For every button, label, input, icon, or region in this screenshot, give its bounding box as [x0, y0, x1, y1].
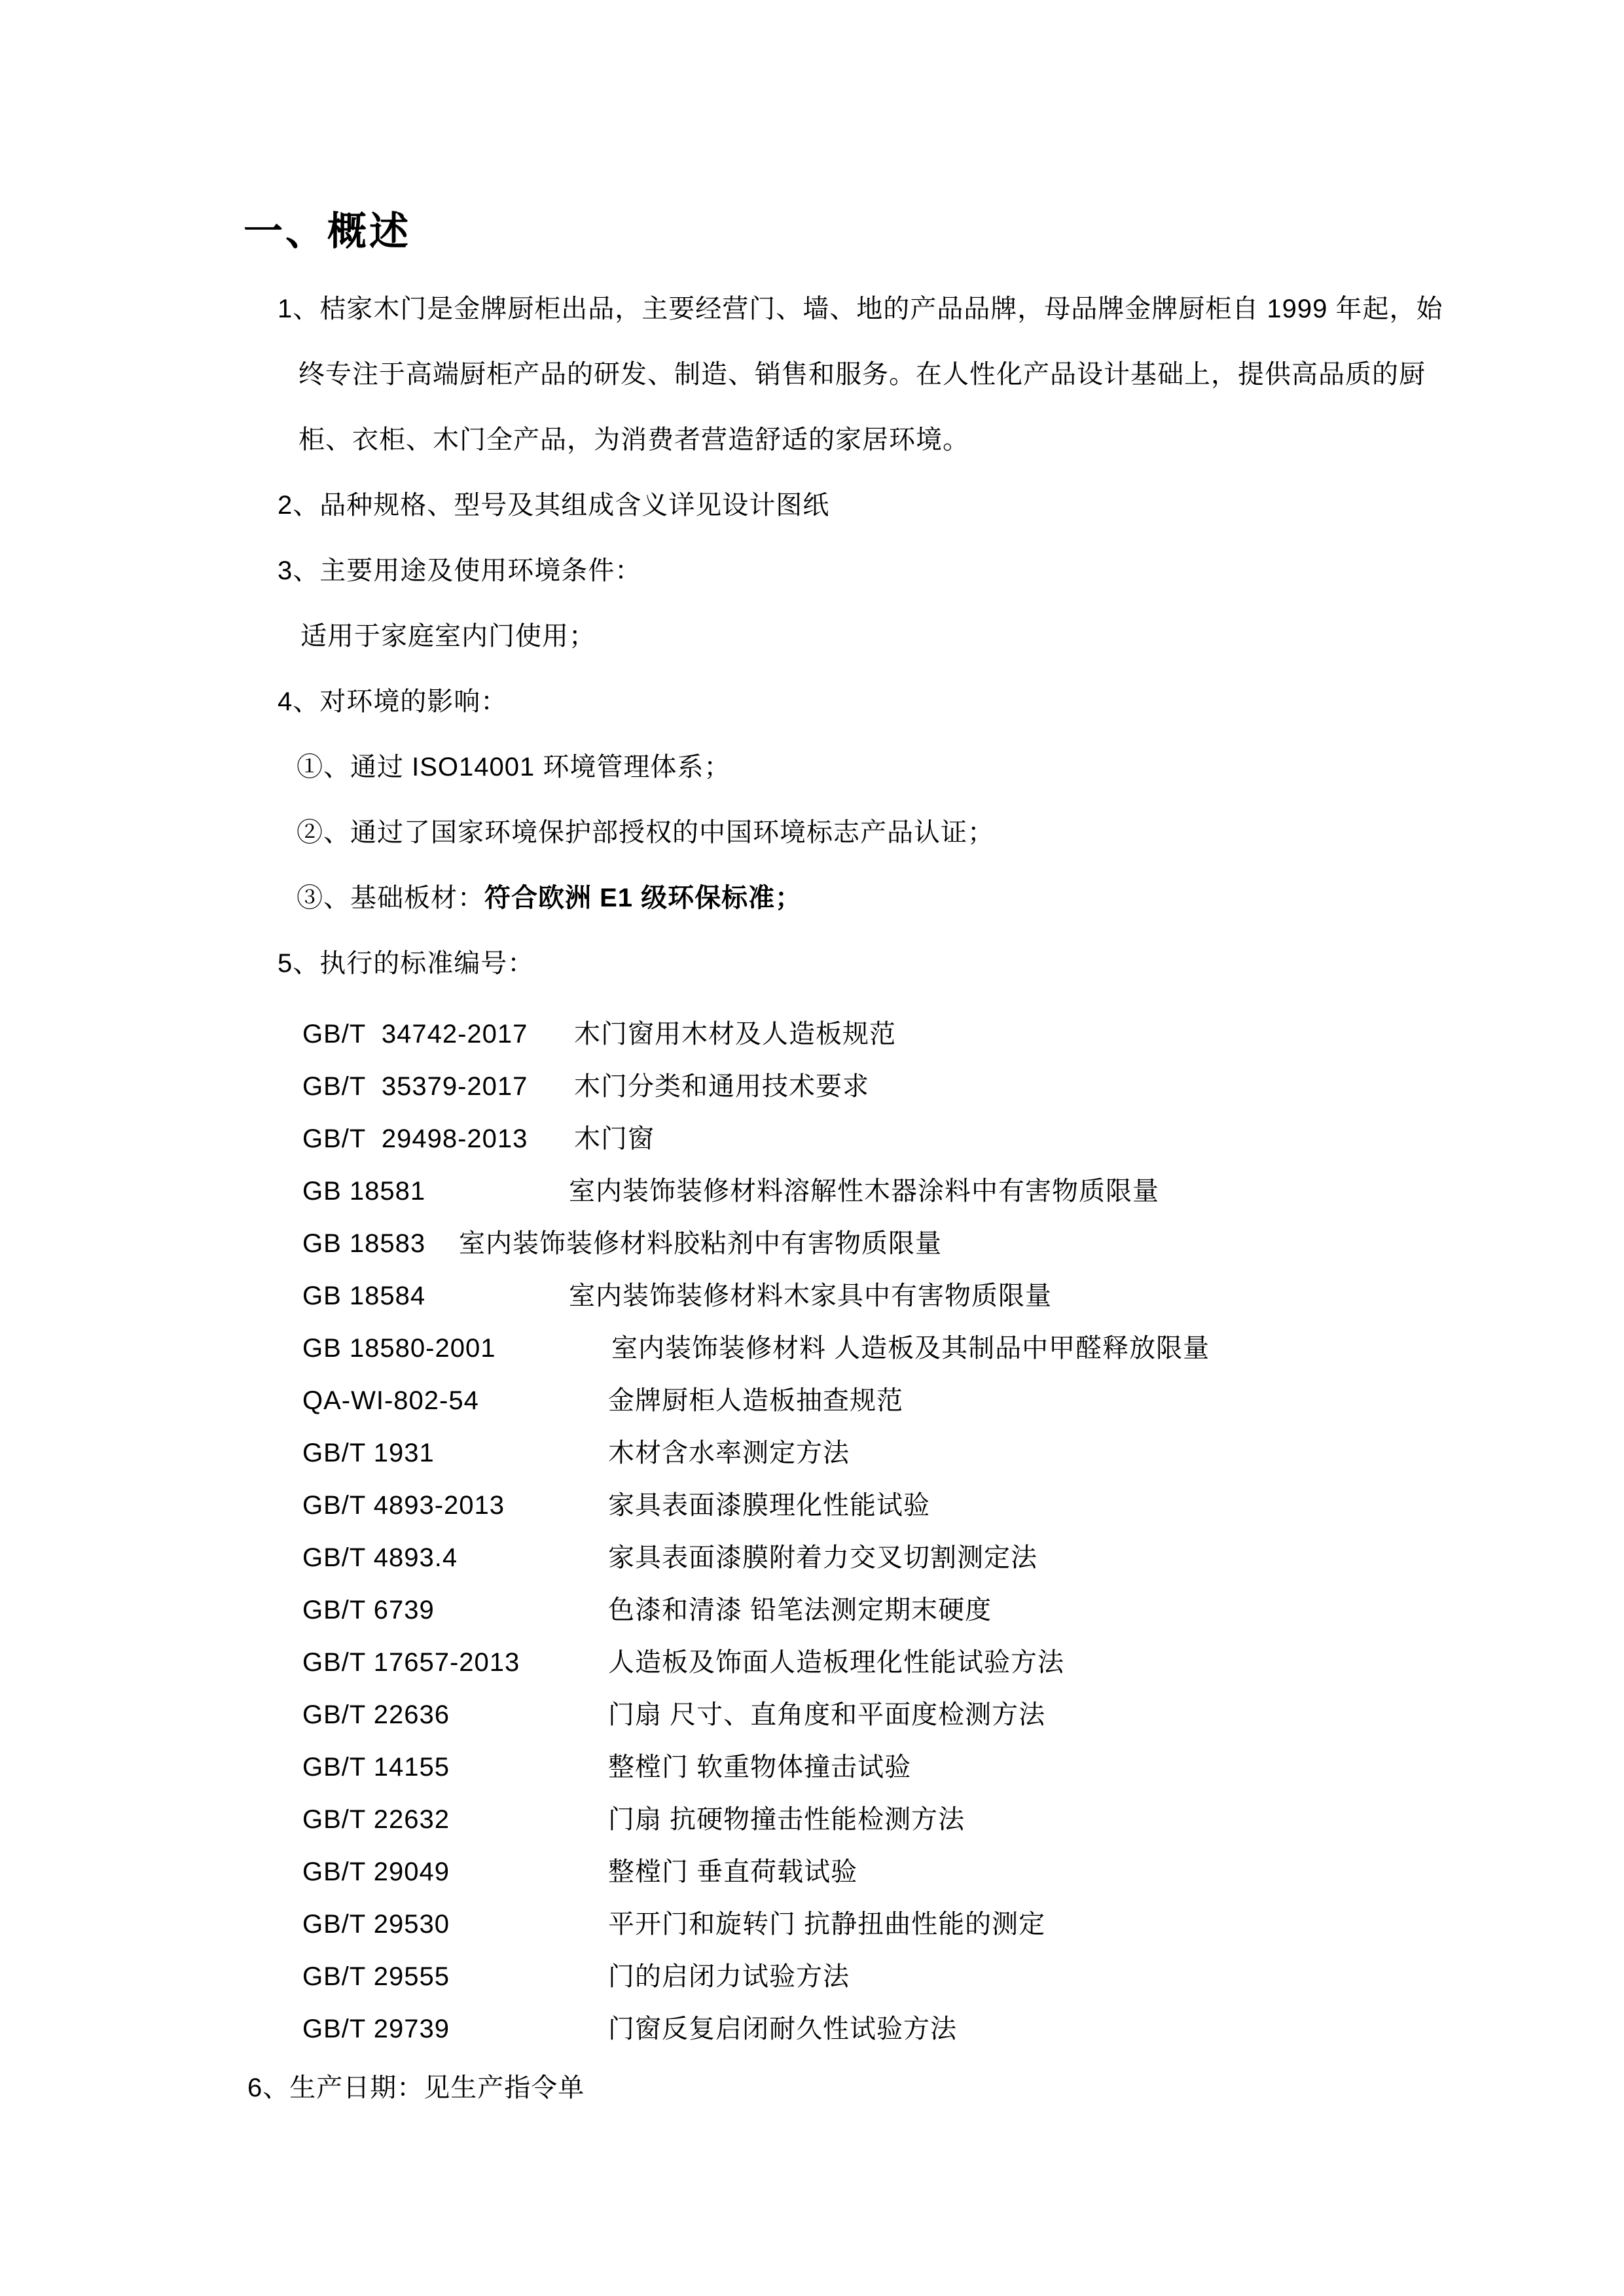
standard-code: GB/T 4893-2013	[302, 1491, 505, 1520]
standard-row	[0, 1479, 1624, 1532]
standard-name: 室内装饰装修材料 人造板及其制品中甲醛释放限量	[611, 1334, 1210, 1363]
standard-name: 木门窗	[574, 1124, 655, 1153]
standard-name: 室内装饰装修材料木家具中有害物质限量	[569, 1282, 1052, 1310]
standard-code: GB/T 22636	[302, 1700, 450, 1729]
standard-name: 整樘门 垂直荷载试验	[608, 1857, 858, 1886]
standard-row	[0, 1374, 1624, 1427]
standard-name: 门窗反复启闭耐久性试验方法	[608, 2015, 957, 2043]
standard-row	[0, 2003, 1624, 2055]
standard-name: 木门分类和通用技术要求	[574, 1072, 869, 1101]
standard-row	[0, 1689, 1624, 1741]
standard-code: GB 18580-2001	[302, 1334, 496, 1363]
item-3: 3、主要用途及使用环境条件：	[278, 556, 642, 585]
standard-code: GB/T 22632	[302, 1805, 450, 1834]
standard-code: GB 18584	[302, 1282, 426, 1310]
standard-code: GB/T 6739	[302, 1596, 435, 1624]
item-3-detail: 适用于家庭室内门使用；	[300, 622, 596, 651]
item-4: 4、对环境的影响：	[278, 687, 508, 716]
standard-row	[0, 1427, 1624, 1479]
standard-name: 平开门和旋转门 抗静扭曲性能的测定	[608, 1910, 1046, 1939]
standard-name: 室内装饰装修材料溶解性木器涂料中有害物质限量	[569, 1177, 1159, 1206]
item-4-sub-1: ①、通过 ISO14001 环境管理体系；	[297, 753, 731, 781]
standard-code: GB/T 35379-2017	[302, 1072, 528, 1101]
standard-code: GB/T 17657-2013	[302, 1648, 520, 1677]
standard-code: GB/T 29739	[302, 2015, 450, 2043]
standard-row	[0, 1532, 1624, 1584]
standard-code: GB/T 4893.4	[302, 1543, 458, 1572]
standard-code: GB 18583	[302, 1229, 426, 1258]
standard-row	[0, 1584, 1624, 1636]
item-2: 2、品种规格、型号及其组成含义详见设计图纸	[278, 491, 830, 520]
item-1-line-1: 1、桔家木门是金牌厨柜出品，主要经营门、墙、地的产品品牌，母品牌金牌厨柜自 1999 年起，始	[278, 295, 1443, 323]
standard-name: 人造板及饰面人造板理化性能试验方法	[608, 1648, 1064, 1677]
standard-name: 家具表面漆膜附着力交叉切割测定法	[608, 1543, 1038, 1572]
standard-row	[0, 1217, 1624, 1270]
standard-row	[0, 1846, 1624, 1898]
standards-list	[0, 1008, 1624, 2055]
item-1-line-3: 柜、衣柜、木门全产品，为消费者营造舒适的家居环境。	[298, 425, 969, 454]
standard-row	[0, 1898, 1624, 1950]
standard-code: GB/T 14155	[302, 1753, 450, 1782]
item-1-line-2: 终专注于高端厨柜产品的研发、制造、销售和服务。在人性化产品设计基础上，提供高品质的厨	[298, 360, 1426, 389]
standard-name: 室内装饰装修材料胶粘剂中有害物质限量	[459, 1229, 942, 1258]
standard-name: 金牌厨柜人造板抽查规范	[608, 1386, 903, 1415]
item-5: 5、执行的标准编号：	[278, 949, 535, 978]
standard-code: QA-WI-802-54	[302, 1386, 479, 1415]
standard-row	[0, 1950, 1624, 2003]
standard-name: 门扇 抗硬物撞击性能检测方法	[608, 1805, 965, 1834]
standard-code: GB/T 29049	[302, 1857, 450, 1886]
standard-code: GB/T 1931	[302, 1439, 435, 1467]
standard-code: GB/T 34742-2017	[302, 1020, 528, 1049]
standard-code: GB/T 29498-2013	[302, 1124, 528, 1153]
standard-row	[0, 1741, 1624, 1793]
standard-name: 家具表面漆膜理化性能试验	[608, 1491, 930, 1520]
standard-name: 色漆和清漆 铅笔法测定期末硬度	[608, 1596, 992, 1624]
standard-name: 门扇 尺寸、直角度和平面度检测方法	[608, 1700, 1046, 1729]
standard-code: GB 18581	[302, 1177, 426, 1206]
standard-row	[0, 1322, 1624, 1374]
standard-row	[0, 1636, 1624, 1689]
standard-row	[0, 1113, 1624, 1165]
standard-name: 木材含水率测定方法	[608, 1439, 850, 1467]
item-4-sub-3-label: ③、基础板材：	[297, 884, 484, 912]
standard-row	[0, 1008, 1624, 1060]
standard-row	[0, 1165, 1624, 1217]
standard-row	[0, 1270, 1624, 1322]
document-content	[0, 211, 1624, 2121]
item-4-sub-2: ②、通过了国家环境保护部授权的中国环境标志产品认证；	[297, 818, 994, 847]
standard-name: 门的启闭力试验方法	[608, 1962, 850, 1991]
item-4-sub-3-bold-text: 符合欧洲 E1 级环保标准；	[484, 884, 803, 912]
standard-code: GB/T 29530	[302, 1910, 450, 1939]
standard-name: 木门窗用木材及人造板规范	[574, 1020, 896, 1049]
standard-code: GB/T 29555	[302, 1962, 450, 1991]
item-4-sub-3	[0, 865, 1624, 931]
section-heading: 一、概述	[244, 209, 411, 253]
standard-row	[0, 1060, 1624, 1113]
standard-row	[0, 1793, 1624, 1846]
standard-name: 整樘门 软重物体撞击试验	[608, 1753, 912, 1782]
item-6: 6、生产日期：见生产指令单	[247, 2073, 585, 2102]
